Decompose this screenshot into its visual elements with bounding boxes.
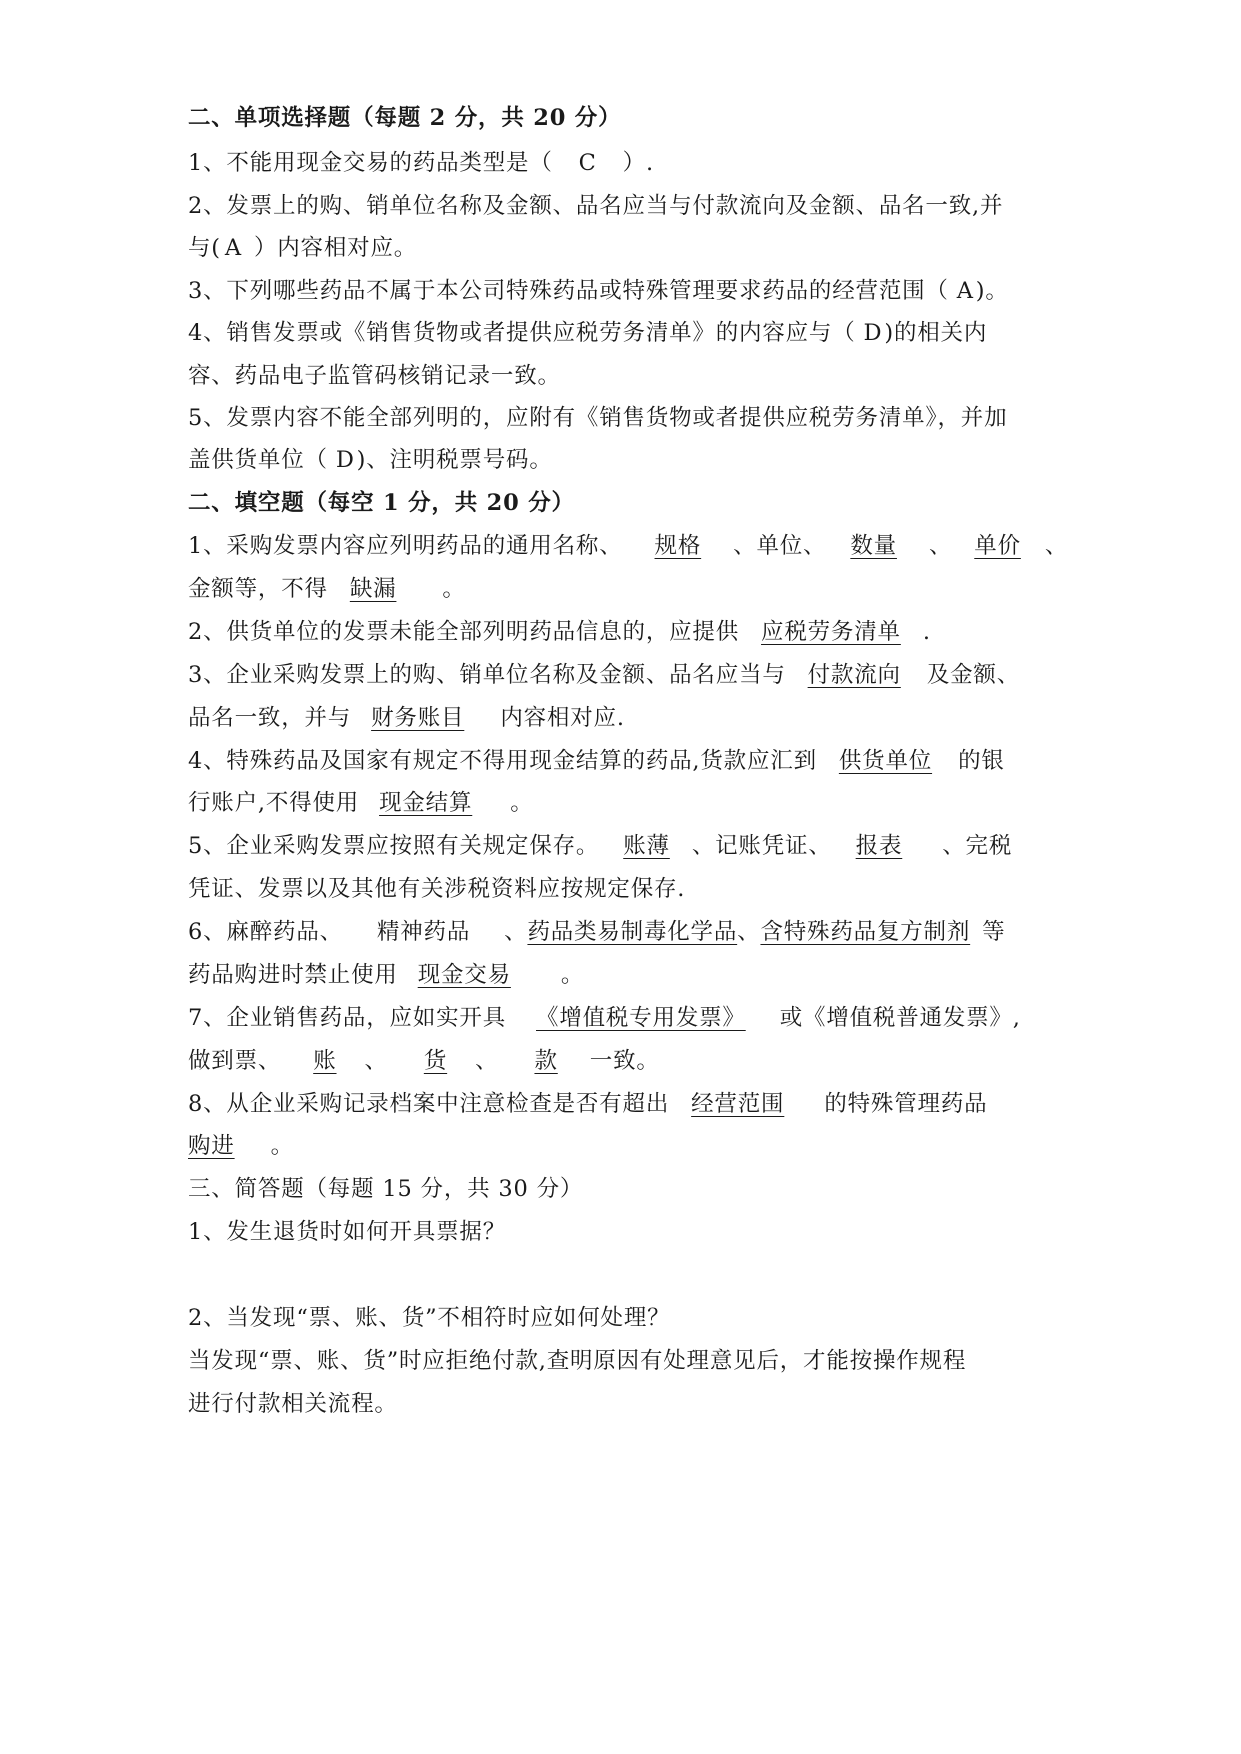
fill-question-7-cont: 做到票、 账 、 货 、 款 一致。 (188, 1048, 660, 1074)
fill-question-6: 6、麻醉药品、 精神药品 、药品类易制毒化学品、含特殊药品复方制剂 等 (188, 919, 1006, 945)
fill-question-4-cont: 行账户,不得使用 现金结算 。 (188, 790, 534, 816)
mc-question-4: 4、销售发票或《销售货物或者提供应税劳务清单》的内容应与（ D)的相关内 (188, 320, 988, 346)
mc-question-2-cont: 与( A ）内容相对应。 (188, 235, 418, 261)
fill-answer: 财务账目 (371, 705, 465, 731)
section-title-short-answer: 三、简答题（每题 15 分，共 30 分） (188, 1176, 584, 1202)
mc-question-1: 1、不能用现金交易的药品类型是（ C ）. (188, 150, 654, 176)
mc-answer-3: A (956, 278, 974, 304)
fill-answer: 应税劳务清单 (761, 619, 901, 645)
short-answer-2-cont: 进行付款相关流程。 (188, 1391, 398, 1417)
fill-question-6-cont: 药品购进时禁止使用 现金交易 。 (188, 962, 585, 988)
fill-answer: 款 (534, 1048, 558, 1074)
mc-question-4-cont: 容、药品电子监管码核销记录一致。 (188, 363, 561, 389)
fill-answer: 精神药品 (376, 919, 471, 945)
fill-answer: 经营范围 (691, 1091, 785, 1117)
fill-answer: 现金交易 (417, 962, 511, 988)
fill-answer: 规格 (654, 533, 702, 559)
section-title-fill-blank: 二、填空题（每空 1 分，共 20 分） (188, 490, 575, 516)
fill-answer: 账 (313, 1048, 337, 1074)
mc-question-5: 5、发票内容不能全部列明的，应附有《销售货物或者提供应税劳务清单》，并加 (188, 405, 1008, 431)
fill-question-7: 7、企业销售药品，应如实开具 《增值税专用发票》 或《增值税普通发票》, (188, 1005, 1021, 1031)
mc-question-5-cont: 盖供货单位（ D)、注明税票号码。 (188, 447, 553, 473)
fill-question-5-cont: 凭证、发票以及其他有关涉税资料应按规定保存. (188, 876, 686, 902)
section-title-multiple-choice: 二、单项选择题（每题 2 分，共 20 分） (188, 105, 622, 131)
mc-answer-5: D (335, 447, 355, 473)
fill-question-8: 8、从企业采购记录档案中注意检查是否有超出 经营范围 的特殊管理药品 (188, 1091, 988, 1117)
fill-answer: 缺漏 (349, 576, 397, 602)
fill-question-2: 2、供货单位的发票未能全部列明药品信息的，应提供 应税劳务清单 . (188, 619, 931, 645)
fill-answer: 供货单位 (838, 748, 933, 774)
short-question-1: 1、发生退货时如何开具票据？ (188, 1219, 507, 1245)
fill-answer: 货 (423, 1048, 448, 1074)
fill-answer: 账薄 (623, 833, 670, 859)
mc-answer-1: C (578, 150, 597, 176)
fill-answer: 现金结算 (379, 790, 473, 816)
short-answer-2: 当发现“票、账、货”时应拒绝付款,查明原因有处理意见后，才能按操作规程 (188, 1348, 967, 1374)
mc-answer-2: A (224, 235, 242, 261)
fill-question-1-cont: 金额等，不得 缺漏 。 (188, 576, 466, 602)
fill-question-5: 5、企业采购发票应按照有关规定保存。 账薄 、记账凭证、 报表 、完税 (188, 833, 1013, 859)
mc-answer-4: D (863, 320, 883, 346)
fill-question-3-cont: 品名一致，并与 财务账目 内容相对应. (188, 705, 625, 731)
fill-question-8-cont: 购进 。 (188, 1133, 294, 1159)
fill-answer: 含特殊药品复方制剂 (760, 919, 971, 945)
mc-question-3: 3、下列哪些药品不属于本公司特殊药品或特殊管理要求药品的经营范围（ A)。 (188, 278, 1009, 304)
fill-answer: 付款流向 (807, 662, 901, 688)
fill-question-1: 1、采购发票内容应列明药品的通用名称、 规格 、单位、 数量 、 单价 、 (188, 533, 1069, 559)
fill-question-4: 4、特殊药品及国家有规定不得用现金结算的药品,货款应汇到 供货单位 的银 (188, 748, 1005, 774)
fill-answer: 购进 (188, 1133, 235, 1159)
fill-answer: 数量 (850, 533, 897, 559)
short-question-2: 2、当发现“票、账、货”不相符时应如何处理？ (188, 1305, 671, 1331)
fill-answer: 单价 (974, 533, 1021, 559)
mc-question-2: 2、发票上的购、销单位名称及金额、品名应当与付款流向及金额、品名一致,并 (188, 193, 1004, 219)
fill-answer: 药品类易制毒化学品 (527, 919, 738, 945)
fill-answer: 报表 (855, 833, 903, 859)
fill-answer: 《增值税专用发票》 (536, 1005, 746, 1031)
fill-question-3: 3、企业采购发票上的购、销单位名称及金额、品名应当与 付款流向 及金额、 (188, 662, 1021, 688)
